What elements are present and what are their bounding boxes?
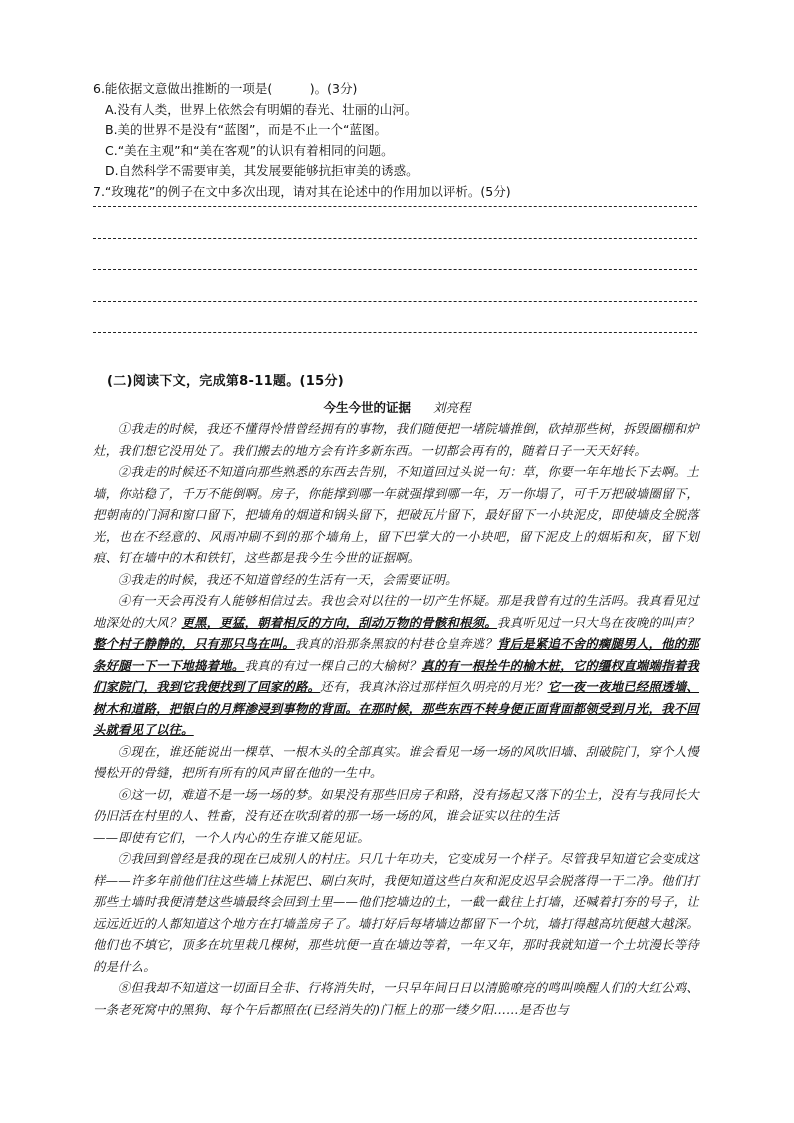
article-title-row (0, 398, 794, 416)
paragraph-8: ⑧但我却不知道这一切面目全非、行将消失时，一只早年间日日以清脆嘹亮的鸣叫唤醒人们的大红公鸡、一条老死窝中的黑狗、每个午后都照在(已经消失的)门框上的那一缕夕阳……是否也与 (93, 980, 699, 1017)
option-a: A.没有人类，世界上依然会有明媚的春光、壮丽的山河。 (105, 101, 418, 117)
article-author: 刘亮程 (433, 400, 471, 415)
question-7-stem: 7.“玫瑰花”的例子在文中多次出现，请对其在论述中的作用加以评析。(5分) (93, 183, 511, 199)
paragraph-2: ②我走的时候还不知道向那些熟悉的东西去告别，不知道回过头说一句：草，你要一年年地长下去啊。土墙，你站稳了，千万不能倒啊。房子，你能撑到哪一年就强撑到哪一年，万一你塌了，可千万把破墙圈留下，把朝南的门洞和窗口留下，把墙角的烟道和锅头留下，把破瓦片留下，最好留下一小块泥皮，即使墙皮全脱落光，也在不经意的、风雨冲刷不到的那个墙角上，留下巴掌大的一小块吧，留下泥皮上的烟垢和灰，留下划痕、钉在墙中的木和铁钉，这些都是我今生今世的证据啊。 (93, 464, 699, 565)
paragraph-3: ③我走的时候，我还不知道曾经的生活有一天，会需要证明。 (117, 571, 458, 587)
answer-line[interactable] (93, 332, 697, 333)
p4-emphasis-4: 真的有一根拴牛的榆木桩，它的缰杈直端端指着我们家院门，我到它我便找到了回家的路。 (93, 657, 700, 694)
p4-text-2: 我真听见过一只大鸟在夜晚的叫声？ (497, 614, 700, 630)
option-d: D.自然科学不需要审美，其发展要能够抗拒审美的诱惑。 (105, 163, 419, 178)
paragraph-5: ⑤现在，谁还能说出一棵草、一根木头的全部真实。谁会看见一场一场的风吹旧墙、刮破院门，穿个人慢慢松开的骨缝，把所有所有的风声留在他的一生中。 (93, 743, 699, 780)
p4-emphasis-6: 在那时候，那些东西不转身便正面背面都领受到月光，我不回头就看见了以往。 (93, 700, 699, 737)
p4-text-1: ④有一天会再没有人能够相信过去。我也会对以往的一切产生怀疑。那是我曾有过的生活吗。我真看见过地深处的大风？ (93, 593, 699, 630)
answer-line[interactable] (93, 269, 697, 270)
p4-emphasis-1: 更黑，更猛，朝着相反的方向，刮动万物的骨骸和根须。 (181, 614, 498, 630)
paragraph-7: ⑦我回到曾经是我的现在已成别人的村庄。只几十年功夫，它变成另一个样子。尽管我早知道它会变成这样——许多年前他们往这些墙上抹泥巴、刷白灰时，我便知道这些白灰和泥皮迟早会脱落得一干二净。他们打那些土墙时我便清楚这些墙最终会回到土里——他们挖墙边的土，一截一截往上打墙，还喊着打夯的号子，让远远近近的人都知道这个地方在打墙盖房子了。墙打好后每堵墙边都留下一个坑，墙打得越高坑便越大越深。他们也不填它，顶多在坑里栽几棵树，那些坑便一直在墙边等着，一年又年，那时我就知道一个土坑漫长等待的是什么。 (93, 851, 699, 974)
option-b: B.美的世界不是没有“蓝图”，而是不止一个“蓝图。 (105, 122, 387, 137)
p4-emphasis-2: 整个村子静静的，只有那只鸟在叫。 (93, 636, 296, 651)
p4-text-3: 我真的沿那条黑寂的村巷仓皇奔逃？ (295, 636, 498, 651)
answer-line[interactable] (93, 206, 697, 207)
answer-line[interactable] (93, 238, 697, 239)
paragraph-4 (93, 590, 699, 741)
section-heading: (二)阅读下文，完成第8-11题。(15分) (107, 374, 344, 389)
article-title: 今生今世的证据 (323, 400, 411, 415)
paragraph-6-continued: ——即使有它们，一个人内心的生存谁又能见证。 (93, 829, 370, 845)
paragraph-1: ①我走的时候，我还不懂得怜惜曾经拥有的事物，我们随便把一堵院墙推倒，砍掉那些树，拆毁圈棚和炉灶，我们想它没用处了。我们搬去的地方会有许多新东西。一切都会再有的，随着日子一天天好转。 (93, 421, 699, 458)
option-c: C.“美在主观”和“美在客观”的认识有着相同的问题。 (105, 142, 394, 158)
p4-emphasis-5: 它一夜一夜地已经照透墙、树木和道路，把银白的月辉渗浸到事物的背面。 (93, 679, 699, 716)
article-body (93, 418, 699, 1020)
answer-line[interactable] (93, 301, 697, 302)
question-6-block (93, 79, 511, 202)
p4-text-5: 还有，我真沐浴过那样恒久明亮的月光？ (320, 679, 548, 694)
p4-text-4: 我真的有过一棵自己的大榆树？ (244, 657, 422, 673)
paragraph-6: ⑥这一切，难道不是一场一场的梦。如果没有那些旧房子和路，没有扬起又落下的尘土，没有与我同长大仍旧活在村里的人、牲畜，没有还在吹刮着的那一场一场的风，谁会证实以往的生活 (93, 786, 699, 823)
p4-emphasis-3: 背后是紧追不舍的瘸腿男人，他的那条好腿一下一下地捣着地。 (93, 636, 700, 673)
answer-lines (93, 206, 697, 364)
question-6-stem: 6.能依据文意做出推断的一项是( )。(3分) (93, 81, 358, 96)
